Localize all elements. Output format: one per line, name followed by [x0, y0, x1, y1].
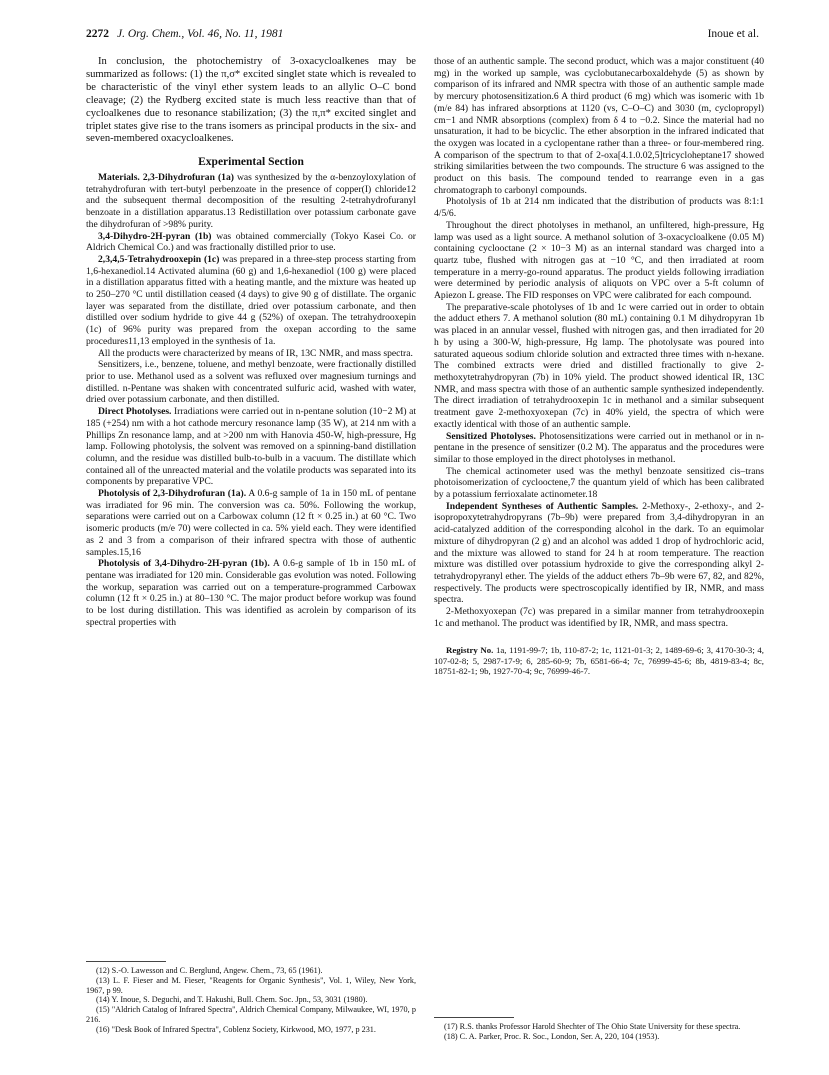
registry-text: 1a, 1191-99-7; 1b, 110-87-2; 1c, 1121-01-3; 2, 1489-69-6; 3, 4170-30-3; 4, 107-02-8; 5, 2987-17-9; 6, 285-60-9; 7b, 6581-66-4; 7c, 76999-45-6; 8b, 4819-83-4; 8c, 18751-82-1; 9b, 1927-70-4; 9c, 76999-46-7.	[434, 645, 764, 677]
independent-syntheses-text: 2-Methoxy-, 2-ethoxy-, and 2-isopropoxytetrahydropyrans (7b–9b) were prepared from 3,4-dihydropyran in an acid-catalyzed addition of the corresponding alcohol in the dark. To an equimolar mixture of dihydropyran (2 g) and an alcohol was added 1 drop of hydrochloric acid, and the mixture was allowed to stand for 24 h at room temperature. The reaction mixture was distilled over potassium hydroxide to give the corresponding alkyl 2-tetrahydropyranyl ether. The yields of the adduct ethers 7b–9b were 67, 82, and 82%, respectively. The products were spectroscopically identified by IR, NMR, and mass spectra.	[434, 500, 764, 606]
footnotes-left	[86, 966, 416, 1035]
methanol-photolyses-paragraph: Throughout the direct photolyses in methanol, an unfiltered, high-pressure, Hg lamp was used as a light source. A methanol solution of 3-oxacycloalkene (0.05 M) containing cyclooctane (2 × 10−3 M) as an internal standard was charged into a quartz tube, flushed with nitrogen gas at −10 °C, and then irradiated at room temperature in a merry-go-round apparatus. The product yields following irradiation were determined by periodic analysis of aliquots on VPC over a 5-ft column of Apiezon L grease. The FID responses on VPC were calibrated for each compound.	[434, 219, 764, 302]
footnote-14: (14) Y. Inoue, S. Deguchi, and T. Hakushi, Bull. Chem. Soc. Jpn., 53, 3031 (1980).	[96, 995, 368, 1005]
dihydropyran-text: was obtained commercially (Tokyo Kasei Co. or Aldrich Chemical Co.) and was fractionally distilled prior to use.	[86, 230, 416, 254]
materials-text: was synthesized by the α-benzoyloxylation of tetrahydrofuran with tert-butyl perbenzoate in the presence of copper(I) chloride12 and the subsequent thermal decomposition of the resulting 2-tetrahydrofuranyl benzoate in a distillation apparatus.13 Redistillation over potassium carbonate gave the dihydrofuran of >98% purity.	[86, 172, 416, 230]
independent-syntheses-paragraph	[434, 501, 764, 606]
page-number: 2272	[86, 28, 109, 40]
footnote-15: (15) "Aldrich Catalog of Infrared Spectra", Aldrich Chemical Company, Milwaukee, WI, 1970, p 216.	[86, 1005, 416, 1024]
direct-photolyses-paragraph	[86, 406, 416, 488]
header-citation	[86, 28, 283, 40]
direct-photolyses-heading: Direct Photolyses.	[98, 406, 172, 418]
direct-photolyses-text: Irradiations were carried out in n-pentane solution (10−2 M) at 185 (+254) nm with a hot cathode mercury resonance lamp (35 W), at 214 nm with a Phillips Zn resonance lamp, and at >200 nm with Hanovia 450-W, high-pressure, Hg lamp. Following photolysis, the solvent was removed on a spinning-band distillation column, and the residue was distilled bulb-to-bulb in a vacuum. The distillate which contained all of the unreacted material and the volatile products was separated into its components by preparative VPC.	[86, 406, 417, 488]
photolysis-1a-text: A 0.6-g sample of 1a in 150 mL of pentane was irradiated for 96 min. The conversion was ca. 50%. Following the workup, separations were carried out on a Carbowax column (12 ft × 0.25 in.) at 60 °C. Two isomeric products (m/e 70) were collected in ca. 5% yield each. They were identified as 2 and 3 from a comparison of their infrared spectra with those of authentic samples.15,16	[86, 488, 417, 558]
footnote-18: (18) C. A. Parker, Proc. R. Soc., London, Ser. A, 220, 104 (1953).	[444, 1031, 660, 1041]
conclusion-paragraph: In conclusion, the photochemistry of 3-oxacycloalkenes may be summarized as follows: (1) the π,σ* excited singlet state which is revealed to be characteristic of the vinyl ether system leads to an allylic O–C bond cleavage; (2) the Rydberg excited state is much less reactive than that of cycloalkenes due to resonance stabilization; (3) the π,π* excited singlet and triplet states give rise to the trans isomers as principal products in the six- and seven-membered oxacycloalkenes.	[86, 56, 416, 145]
footnote-rule-left	[86, 961, 166, 962]
dihydropyran-paragraph	[86, 231, 416, 254]
sensitized-photolyses-paragraph	[434, 431, 764, 466]
photolysis-1a-paragraph	[86, 488, 416, 558]
photolysis-214-paragraph: Photolysis of 1b at 214 nm indicated that the distribution of products was 8:1:1 4/5/6.	[434, 196, 764, 220]
journal-citation: J. Org. Chem., Vol. 46, No. 11, 1981	[117, 28, 284, 40]
preparative-photolyses-paragraph: The preparative-scale photolyses of 1b and 1c were carried out in order to obtain the adduct ethers 7. A methanol solution (80 mL) containing 0.1 M dihydropyran 1b was placed in an annular vessel, flushed with nitrogen gas, and then irradiated for 20 h by using a 300-W, high-pressure, Hg lamp. The photolysate was poured into saturated aqueous sodium chloride solution and extracted three times with n-hexane. The combined extracts were dried and distilled fractionally to give 2-methoxytetrahydropyran (7b) in 10% yield. The product showed identical IR, 13C NMR, and mass spectra with those of an authentic sample synthesized independently. The direct irradiation of tetrahydrooxepin 1c in methanol and a similar subsequent treatment gave 2-methoxyoxepan (7c) in 40% yield, the spectra of which were exactly identical with those of an authentic sample.	[434, 301, 764, 430]
footnote-17: (17) R.S. thanks Professor Harold Shechter of The Ohio State University for these spectra.	[444, 1022, 741, 1031]
registry-heading: Registry No.	[446, 645, 494, 656]
photolysis-1a-heading: Photolysis of 2,3-Dihydrofuran (1a).	[98, 488, 247, 500]
tetrahydrooxepin-text: was prepared in a three-step process starting from 1,6-hexanediol.14 Activated alumina (60 g) and 1,6-hexanediol (100 g) were placed in a distillation apparatus fitted with a heating mantle, and the mixture was heated up to 250–270 °C until distillation ceased (4 days) to give 90 g of distillate. The organic layer was separated from the distillate, dried over potassium carbonate, and then distilled over sodium hydride to give 44 g (52%) of oxepan. The tetrahydrooxepin (1c) of 96% purity was prepared from the oxepan according to the same procedures11,13 employed in the synthesis of 1a.	[86, 253, 416, 347]
section-title: Experimental Section	[198, 156, 304, 169]
header-authors: Inoue et al.	[707, 28, 759, 40]
footnotes-right	[434, 1022, 764, 1042]
sensitized-photolyses-heading: Sensitized Photolyses.	[446, 430, 536, 442]
footnote-13: (13) L. F. Fieser and M. Fieser, "Reagents for Organic Synthesis", Vol. 1, Wiley, New York, 1967, p 99.	[86, 975, 416, 995]
footnote-rule-right	[434, 1017, 514, 1018]
independent-syntheses-heading: Independent Syntheses of Authentic Samples.	[446, 500, 639, 512]
tetrahydrooxepin-paragraph	[86, 254, 416, 348]
methoxyoxepan-paragraph: 2-Methoxyoxepan (7c) was prepared in a similar manner from tetrahydrooxepin 1c and methanol. The product was identified by IR, NMR, and mass spectra.	[434, 606, 764, 629]
right-column	[434, 56, 764, 677]
photolysis-1b-text: A 0.6-g sample of 1b in 150 mL of pentane was irradiated for 120 min. Considerable gas evolution was noted. Following the workup, separation was carried out on a temperature-programmed Carbowax column (12 ft × 0.25 in.) at 80–130 °C. The major product before workup was found to be lost during distillation. This was identified as acrolein by comparison of its spectral properties with	[86, 558, 416, 628]
left-column	[86, 56, 416, 628]
photolysis-1b-heading: Photolysis of 3,4-Dihydro-2H-pyran (1b).	[98, 558, 270, 570]
characterization-paragraph: All the products were characterized by means of IR, 13C NMR, and mass spectra.	[98, 347, 413, 359]
continuation-paragraph: those of an authentic sample. The second product, which was a major constituent (40 mg) in the worked up sample, was cyclobutanecarboxaldehyde (5) as shown by comparison of its infrared and NMR spectra with those of an authentic sample made by mercury photosensitization.6 A third product (6 mg) which was isomeric with 1b (m/e 84) has infrared absorptions at 1120 (vs, C–O–C) and 3030 (m, cyclopropyl) cm−1 and NMR absorptions (complex) from δ 4 to −0.2. Since the material had no unsaturation, it had to be bicyclic. The ether absorption in the infrared indicated that the oxygen was located in a cyclopentane rather than a three- or four-membered ring. A comparison of the spectrum to that of 2-oxa[4.1.0.02,5]tricycloheptane17 showed striking similarities between the two compounds. The structure 6 was assigned to the product on this basis. The compound tended to rearrange even in a gas chromatograph to carbonyl compounds.	[434, 56, 764, 196]
dihydropyran-heading: 3,4-Dihydro-2H-pyran (1b)	[98, 230, 212, 242]
registry-numbers	[434, 645, 764, 676]
running-header	[86, 28, 759, 46]
tetrahydrooxepin-heading: 2,3,4,5-Tetrahydrooxepin (1c)	[98, 253, 220, 265]
footnote-12: (12) S.-O. Lawesson and C. Berglund, Angew. Chem., 73, 65 (1961).	[96, 966, 323, 975]
sensitizers-paragraph: Sensitizers, i.e., benzene, toluene, and methyl benzoate, were fractionally distilled prior to use. Methanol used as a solvent was refluxed over magnesium turnings and distilled. n-Pentane was shaken with concentrated sulfuric acid, washed with water, dried over potassium carbonate, and then distilled.	[86, 359, 416, 406]
materials-paragraph	[86, 172, 416, 231]
actinometer-paragraph: The chemical actinometer used was the methyl benzoate sensitized cis–trans photoisomerization of cyclooctene,7 the quantum yield of which has been calibrated by a potassium ferrioxalate actinometer.18	[434, 465, 764, 501]
materials-heading: Materials. 2,3-Dihydrofuran (1a)	[98, 172, 234, 184]
footnote-16: (16) "Desk Book of Infrared Spectra", Coblenz Society, Kirkwood, MO, 1977, p 231.	[96, 1024, 376, 1034]
photolysis-1b-paragraph	[86, 558, 416, 628]
sensitized-photolyses-text: Photosensitizations were carried out in methanol or in n-pentane in the presence of sensitizer (0.2 M). The apparatus and the procedures were similar to those employed in the direct photolyses in methanol.	[434, 430, 764, 465]
